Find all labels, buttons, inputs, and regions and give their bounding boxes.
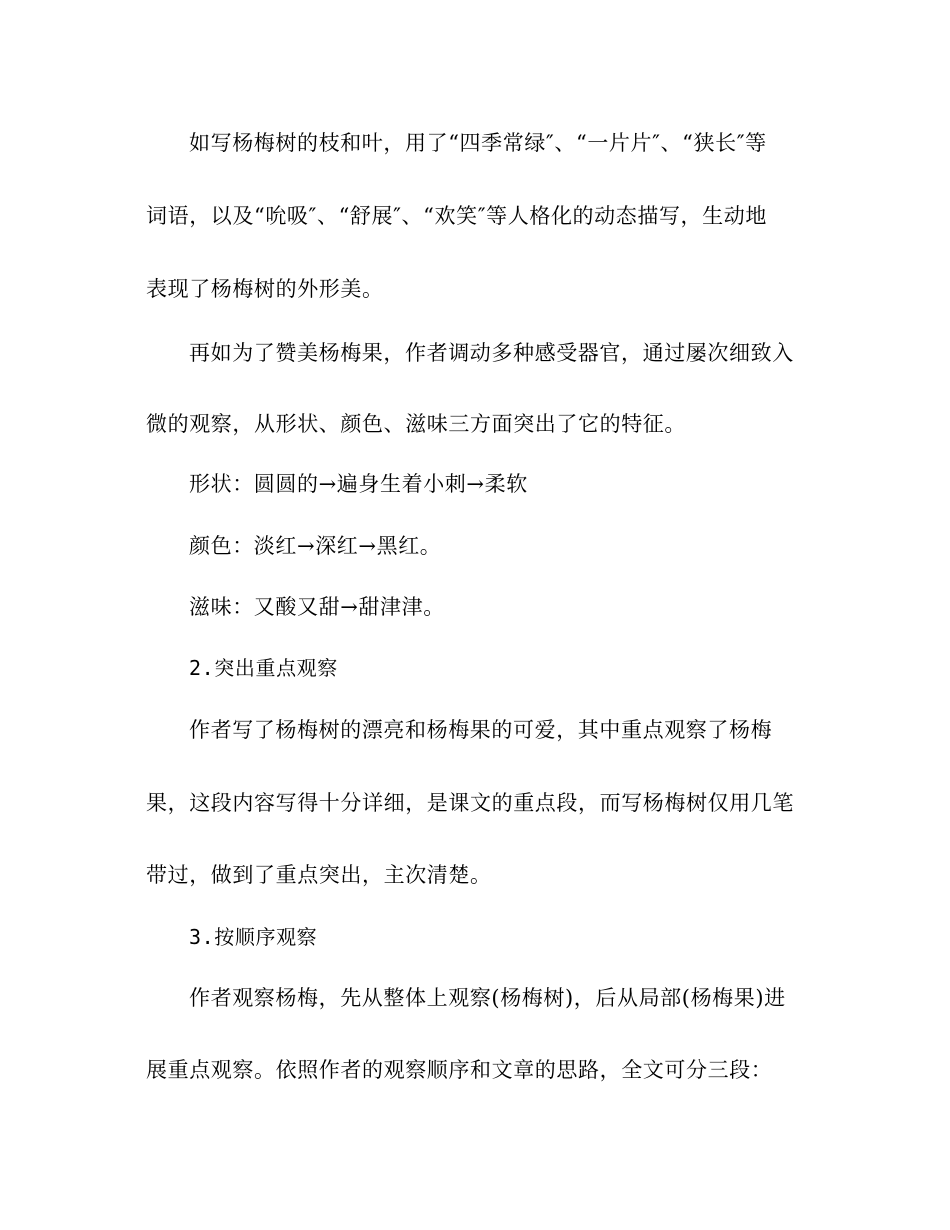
paragraph-1-line-3: 表现了杨梅树的外形美。: [146, 277, 384, 301]
paragraph-3-line-1: 作者写了杨梅树的漂亮和杨梅果的可爱，其中重点观察了杨梅: [189, 718, 773, 742]
section-heading-3: 3.按顺序观察: [189, 925, 318, 949]
paragraph-4-line-1: 作者观察杨梅，先从整体上观察(杨梅树)，后从局部(杨梅果)进: [189, 986, 786, 1010]
shape-feature-line: 形状：圆圆的→遍身生着小刺→柔软: [189, 472, 528, 496]
paragraph-2-line-1: 再如为了赞美杨梅果，作者调动多种感受器官，通过屡次细致入: [189, 341, 794, 365]
paragraph-1-line-2: 词语，以及“吮吸″、“舒展″、“欢笑″等人格化的动态描写，生动地: [146, 204, 767, 228]
paragraph-2-line-2: 微的观察，从形状、颜色、滋味三方面突出了它的特征。: [146, 412, 686, 436]
paragraph-3-line-2: 果，这段内容写得十分详细，是课文的重点段，而写杨梅树仅用几笔: [146, 791, 794, 815]
paragraph-3-line-3: 带过，做到了重点突出，主次清楚。: [146, 863, 492, 887]
taste-feature-line: 滋味：又酸又甜→甜津津。: [189, 595, 445, 619]
paragraph-1-line-1: 如写杨梅树的枝和叶，用了“四季常绿″、“一片片″、“狭长″等: [189, 131, 767, 155]
section-heading-2: 2.突出重点观察: [189, 656, 338, 680]
paragraph-4-line-2: 展重点观察。依照作者的观察顺序和文章的思路，全文可分三段：: [146, 1058, 773, 1082]
color-feature-line: 颜色：淡红→深红→黑红。: [189, 534, 442, 558]
